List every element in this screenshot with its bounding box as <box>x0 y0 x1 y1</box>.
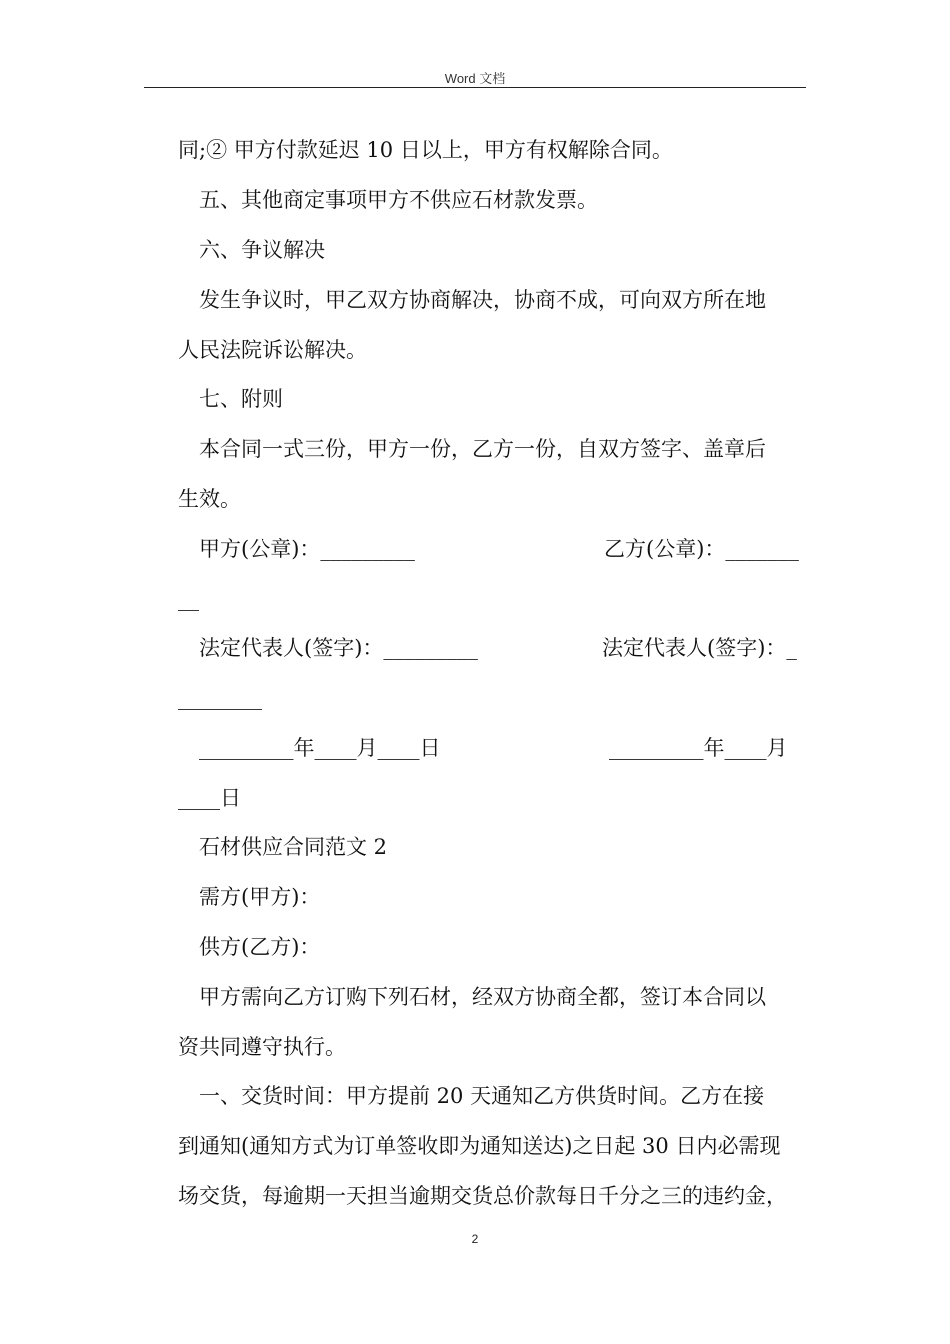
body-line: 发生争议时，甲乙双方协商解决，协商不成，可向双方所在地 <box>199 288 766 312</box>
section-heading: 六、争议解决 <box>199 238 325 262</box>
body-line: 甲方需向乙方订购下列石材，经双方协商全都，签订本合同以 <box>199 985 766 1009</box>
body-line: 人民法院诉讼解决。 <box>178 338 367 362</box>
body-line: 五、其他商定事项甲方不供应石材款发票。 <box>199 188 598 212</box>
page-header-title: Word 文档 <box>444 71 506 86</box>
rep-a-signature: 法定代表人(签字)：_________ <box>199 636 478 660</box>
body-line: 本合同一式三份，甲方一份，乙方一份，自双方签字、盖章后 <box>199 437 766 461</box>
party-a-seal: 甲方(公章)：_________ <box>199 537 415 561</box>
body-line: 生效。 <box>178 487 241 511</box>
section-title: 石材供应合同范文 2 <box>199 835 388 859</box>
body-line: 同;② 甲方付款延迟 10 日以上，甲方有权解除合同。 <box>178 138 673 162</box>
date-a: _________年____月____日 <box>199 736 441 760</box>
body-line: 场交货，每逾期一天担当逾期交货总价款每日千分之三的违约金， <box>178 1184 787 1208</box>
date-b-continued: ____日 <box>178 786 241 810</box>
section-heading: 七、附则 <box>199 387 283 411</box>
body-line: 需方(甲方)： <box>199 885 321 909</box>
party-b-seal: 乙方(公章)：_______ <box>604 537 799 561</box>
body-line: 资共同遵守执行。 <box>178 1035 346 1059</box>
body-line: 供方(乙方)： <box>199 935 321 959</box>
date-b: _________年____月 <box>609 736 788 760</box>
page-number: 2 <box>471 1232 479 1246</box>
party-b-seal-continued: __ <box>178 587 199 611</box>
rep-b-signature: 法定代表人(签字)：_ <box>602 636 797 660</box>
rep-b-signature-continued: ________ <box>178 686 262 710</box>
body-line: 到通知(通知方式为订单签收即为通知送达)之日起 30 日内必需现 <box>178 1134 781 1158</box>
header-rule <box>144 87 806 88</box>
body-line: 一、交货时间：甲方提前 20 天通知乙方供货时间。乙方在接 <box>199 1084 765 1108</box>
